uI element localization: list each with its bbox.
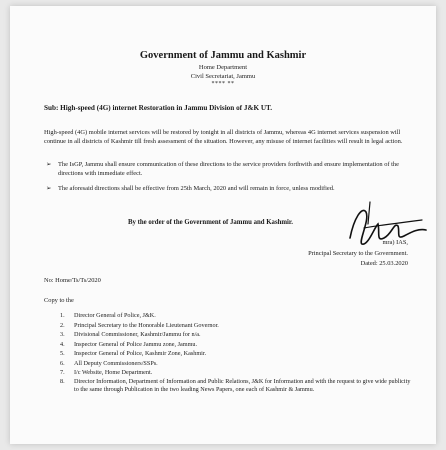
- list-item: 4. Inspector General of Police Jammu zone, Jammu.: [60, 340, 198, 348]
- subject-line: Sub: High-speed (4G) internet Restoration in Jammu Division of J&K UT.: [44, 104, 273, 112]
- body-paragraph: High-speed (4G) mobile internet services will be restored by tonight in all districts of Jammu, whereas 4G internet services suspension will continue in all districts of Kashmir till fresh assessment of the situation. However, any misuse of internet facilities will result in legal action.: [44, 129, 403, 145]
- order-line: By the order of the Government of Jammu and Kashmir.: [128, 219, 294, 226]
- list-item: 3. Divisional Commissioner, Kashmir/Jammu for n/a.: [60, 331, 201, 338]
- directive-text: The aforesaid directions shall be effective from 25th March, 2020 and will remain in force, unless modified.: [58, 185, 335, 192]
- document-page: [10, 6, 436, 444]
- directive-bullet: [46, 161, 414, 178]
- header-stars: **** **: [211, 81, 235, 87]
- copy-to-label: Copy to the: [44, 297, 74, 304]
- directive-bullet: [46, 185, 414, 194]
- list-item: 1. Director General of Police, J&K.: [60, 312, 156, 319]
- secretariat-name: Civil Secretariat, Jammu: [190, 73, 256, 80]
- list-item: 2. Principal Secretary to the Honorable Lieutenant Governor.: [60, 321, 219, 329]
- government-title: Government of Jammu and Kashmir: [139, 50, 307, 61]
- list-item: 8. Director Information, Department of Information and Public Relations, J&K for Information and with the request to give wide publicity to the same through Publication in the two leading News Papers, one each of Kashmir & Jammu.: [60, 377, 411, 394]
- department-name: Home Department: [198, 64, 248, 71]
- list-item: 6. All Deputy Commissioners/SSPs.: [60, 359, 158, 367]
- list-item: 5. Inspector General of Police, Kashmir Zone, Kashmir.: [60, 350, 207, 357]
- arrow-bullet-icon: ➢: [46, 185, 52, 192]
- list-item: 7. I/c Website, Home Department.: [60, 369, 153, 376]
- signatory-name: mra) IAS,: [382, 239, 408, 246]
- directive-text: The IsGP, Jammu shall ensure communication of these directions to the service providers forthwith and ensure implementation of the directions with immediate effect.: [58, 161, 399, 177]
- issue-date: Dated: 25.03.2020: [360, 260, 408, 267]
- reference-number: No: Home/Ts/Ts/2020: [44, 277, 101, 284]
- signatory-designation: Principal Secretary to the Government.: [308, 250, 408, 257]
- copy-recipient-list: [60, 311, 415, 395]
- arrow-bullet-icon: ➢: [46, 161, 52, 168]
